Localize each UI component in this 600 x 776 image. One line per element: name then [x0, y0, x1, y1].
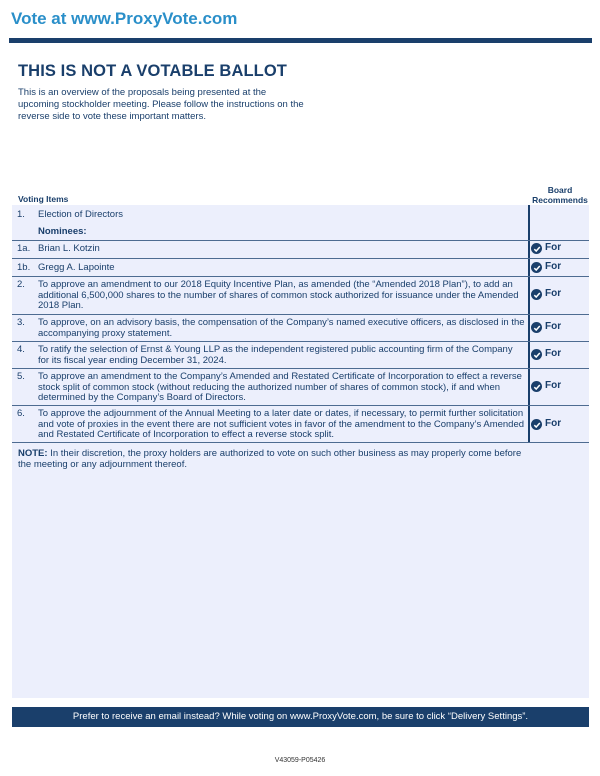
- board-recommendation: For: [531, 349, 561, 360]
- check-circle-icon: [531, 349, 542, 360]
- email-delivery-banner: Prefer to receive an email instead? While voting on www.ProxyVote.com, be sure to click “Delivery Settings”.: [12, 707, 589, 727]
- item-text: To approve an amendment to our 2018 Equity Incentive Plan, as amended (the “Amended 2018 Plan”), to add an additional 6,500,000 shares to the number of shares of common stock authorized for issuance under the Amended 2018 Plan.: [38, 279, 519, 311]
- item-text: Gregg A. Lapointe: [38, 262, 115, 273]
- board-recommendation: For: [531, 262, 561, 273]
- board-recommendation: For: [531, 289, 561, 300]
- note-body: In their discretion, the proxy holders are authorized to vote on such other business as may properly come before the meeting or any adjournment thereof.: [18, 448, 522, 470]
- row-divider: [12, 341, 589, 342]
- item-number: 2.: [17, 279, 25, 290]
- note-label: NOTE:: [18, 448, 48, 459]
- item-text: To approve an amendment to the Company’s Amended and Restated Certificate of Incorporation to effect a reverse stock split of common stock (without reducing the authorized number of shares of common stock), if and when determined by the Company’s Board of Directors.: [38, 371, 522, 403]
- item-number: 1a.: [17, 243, 31, 254]
- header-rule: [9, 38, 592, 43]
- item-text: To approve, on an advisory basis, the compensation of the Company’s named executive officers, as disclosed in the accompanying proxy statement.: [38, 317, 525, 339]
- document-code: V43059-P05426: [274, 757, 326, 764]
- page-title: THIS IS NOT A VOTABLE BALLOT: [18, 62, 287, 80]
- item-number: 1b.: [17, 262, 31, 273]
- board-recommends-header: Board Recommends: [532, 185, 588, 205]
- item-number: 3.: [17, 317, 25, 328]
- item-text: To ratify the selection of Ernst & Young LLP as the independent registered public accounting firm of the Company for its fiscal year ending December 31, 2024.: [38, 344, 513, 366]
- item-text: To approve the adjournment of the Annual Meeting to a later date or dates, if necessary, to permit further solicitation and vote of proxies in the event there are not sufficient votes in favor of the amendment to the Company’s Amended and Restated Certificate of Incorporation to effect a reverse stock split.: [38, 408, 525, 440]
- item-number: 4.: [17, 344, 25, 355]
- top-header: [0, 0, 600, 38]
- item-number: 5.: [17, 371, 25, 382]
- board-recommendation: For: [531, 243, 561, 254]
- item-number: 1.: [17, 209, 25, 220]
- check-circle-icon: [531, 322, 542, 333]
- check-circle-icon: [531, 419, 542, 430]
- row-divider: [12, 442, 589, 443]
- item-number: 6.: [17, 408, 25, 419]
- check-circle-icon: [531, 381, 542, 392]
- row-divider: [12, 368, 589, 369]
- row-divider: [12, 405, 589, 406]
- board-recommendation: For: [531, 381, 561, 392]
- intro-text: This is an overview of the proposals being presented at the upcoming stockholder meeting. Please follow the instructions on the reverse side to vote these important matters.: [18, 87, 304, 122]
- check-circle-icon: [531, 289, 542, 300]
- voting-items-header: Voting Items: [18, 194, 69, 204]
- item-text: Brian L. Kotzin: [38, 243, 100, 254]
- check-circle-icon: [531, 243, 542, 254]
- row-divider: [12, 258, 589, 259]
- note-text: [18, 448, 528, 470]
- board-recommendation: For: [531, 419, 561, 430]
- item-text: Election of Directors: [38, 209, 124, 220]
- row-divider: [12, 276, 589, 277]
- row-divider: [12, 314, 589, 315]
- vote-url-title[interactable]: Vote at www.ProxyVote.com: [11, 9, 238, 28]
- nominees-label: Nominees:: [38, 226, 87, 237]
- row-divider: [12, 240, 589, 241]
- check-circle-icon: [531, 262, 542, 273]
- board-recommendation: For: [531, 322, 561, 333]
